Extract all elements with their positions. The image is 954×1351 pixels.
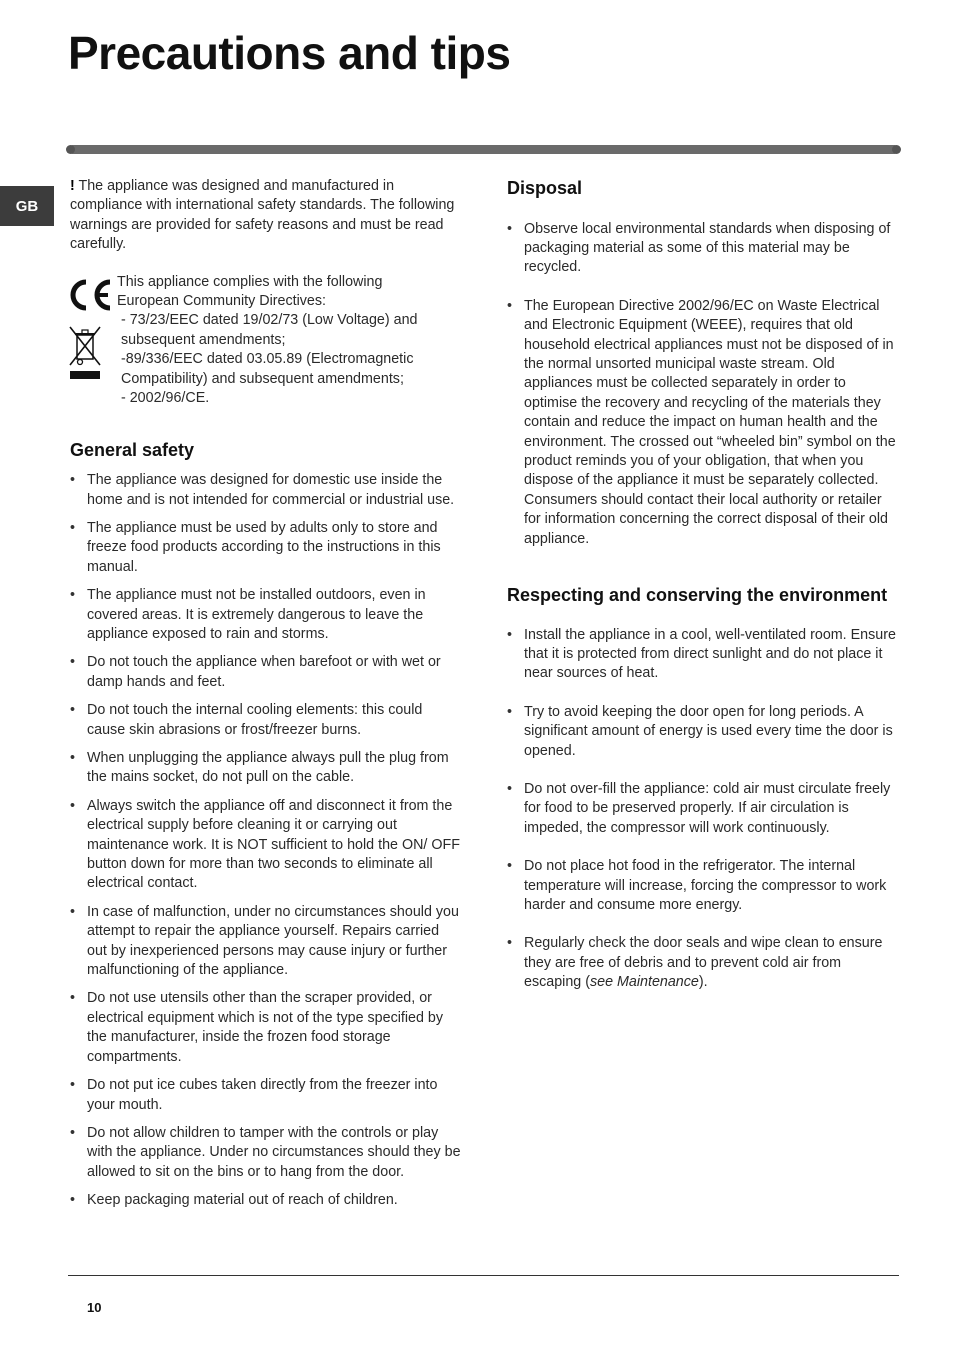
language-tab: GB — [0, 186, 54, 226]
list-item: • Do not use utensils other than the scraper provided, or electrical equipment which is not of the type specified by the manufacturer, inside the frozen food storage compartments. — [70, 989, 462, 1067]
compliance-text — [117, 273, 462, 409]
maintenance-reference: see Maintenance — [589, 974, 699, 991]
environment-list — [507, 626, 902, 993]
intro-paragraph — [70, 177, 462, 255]
compliance-block — [70, 273, 462, 405]
disposal-list — [507, 220, 902, 550]
compliance-line: European Community Directives: — [117, 293, 326, 310]
left-column — [70, 177, 462, 1220]
list-item: • Do not touch the internal cooling elements: this could cause skin abrasions or frost/freezer burns. — [70, 701, 462, 740]
list-item: • In case of malfunction, under no circumstances should you attempt to repair the appliance yourself. Repairs carried out by inexperienced persons may cause injury or further malfunctioning of the appliance. — [70, 903, 462, 981]
compliance-line: Compatibility) and subsequent amendments; — [121, 370, 404, 387]
disposal-note: Consumers should contact their local authority or retailer for information concerning the correct disposal of their old appliance. — [524, 491, 888, 547]
compliance-line: - 2002/96/CE. — [121, 390, 210, 407]
list-item — [507, 297, 902, 549]
header-divider — [68, 145, 899, 154]
page-number: 10 — [87, 1300, 102, 1315]
seal-check-text: Regularly check the door seals and wipe clean to ensure they are free of debris and to prevent cold air from escaping ( — [524, 935, 883, 991]
list-item: • When unplugging the appliance always pull the plug from the mains socket, do not pull on the cable. — [70, 749, 462, 788]
disposal-heading: Disposal — [507, 178, 583, 198]
weee-text: The European Directive 2002/96/EC on Waste Electrical and Electronic Equipment (WEEE), requires that old household electrical appliances must not be disposed of in the normal unsorted municipal waste stream. Old appliances must be collected separately in order to optimise the recovery and recycling of the materials they contain and reduce the impact on human health and the environment. The crossed out “wheeled bin” symbol on the product reminds you of your obligation, that when you dispose of the appliance it must be separately collected. — [524, 297, 896, 489]
general-safety-list — [70, 471, 462, 1210]
divider-end-right — [892, 145, 901, 154]
list-item: • The appliance must be used by adults only to store and freeze food products according to the instructions in this manual. — [70, 519, 462, 577]
list-item: • Do not allow children to tamper with the controls or play with the appliance. Under no circumstances should they be allowed to sit on the bins or to hang from the door. — [70, 1124, 462, 1182]
list-item: • The appliance was designed for domestic use inside the home and is not intended for commercial or industrial use. — [70, 471, 462, 510]
list-item: • Try to avoid keeping the door open for long periods. A significant amount of energy is used every time the door is opened. — [507, 703, 902, 761]
compliance-line: subsequent amendments; — [121, 331, 286, 348]
intro-text: The appliance was designed and manufactured in compliance with international safety standards. The following warnings are provided for safety reasons and must be read carefully. — [70, 178, 455, 253]
compliance-line: -89/336/EEC dated 03.05.89 (Electromagnetic — [121, 351, 414, 368]
list-item: • Always switch the appliance off and disconnect it from the electrical supply before cleaning it or carrying out maintenance work. It is NOT sufficient to hold the ON/ OFF button down for more than two seconds to eliminate all electrical contact. — [70, 797, 462, 894]
compliance-line: This appliance complies with the following — [117, 273, 383, 290]
list-item: • Do not put ice cubes taken directly from the freezer into your mouth. — [70, 1076, 462, 1115]
general-safety-heading: General safety — [70, 439, 195, 460]
list-item: • Do not over-fill the appliance: cold air must circulate freely for food to be preserved properly. If air circulation is impeded, the compressor will work continuously. — [507, 780, 902, 838]
list-item: • Install the appliance in a cool, well-ventilated room. Ensure that it is protected from direct sunlight and do not place it near sources of heat. — [507, 626, 902, 684]
list-item: • Observe local environmental standards when disposing of packaging material as some of this material may be recycled. — [507, 220, 902, 278]
right-column — [507, 177, 902, 1012]
footer-divider — [68, 1275, 899, 1276]
seal-check-suffix: ). — [698, 974, 708, 991]
list-item: • Keep packaging material out of reach of children. — [70, 1191, 462, 1210]
crossed-out-wheeled-bin-icon — [68, 325, 102, 381]
ce-mark-icon — [67, 277, 113, 313]
list-item: • Do not place hot food in the refrigerator. The internal temperature will increase, forcing the compressor to work harder and consume more energy. — [507, 857, 902, 915]
compliance-line: - 73/23/EEC dated 19/02/73 (Low Voltage) and — [121, 312, 418, 329]
list-item: • Do not touch the appliance when barefoot or with wet or damp hands and feet. — [70, 653, 462, 692]
divider-end-left — [66, 145, 75, 154]
list-item — [507, 934, 902, 992]
environment-heading: Respecting and conserving the environment — [507, 585, 888, 605]
list-item: • The appliance must not be installed outdoors, even in covered areas. It is extremely dangerous to leave the appliance exposed to rain and storms. — [70, 586, 462, 644]
page-title: Precautions and tips — [68, 27, 511, 79]
warning-mark: ! — [70, 178, 75, 194]
